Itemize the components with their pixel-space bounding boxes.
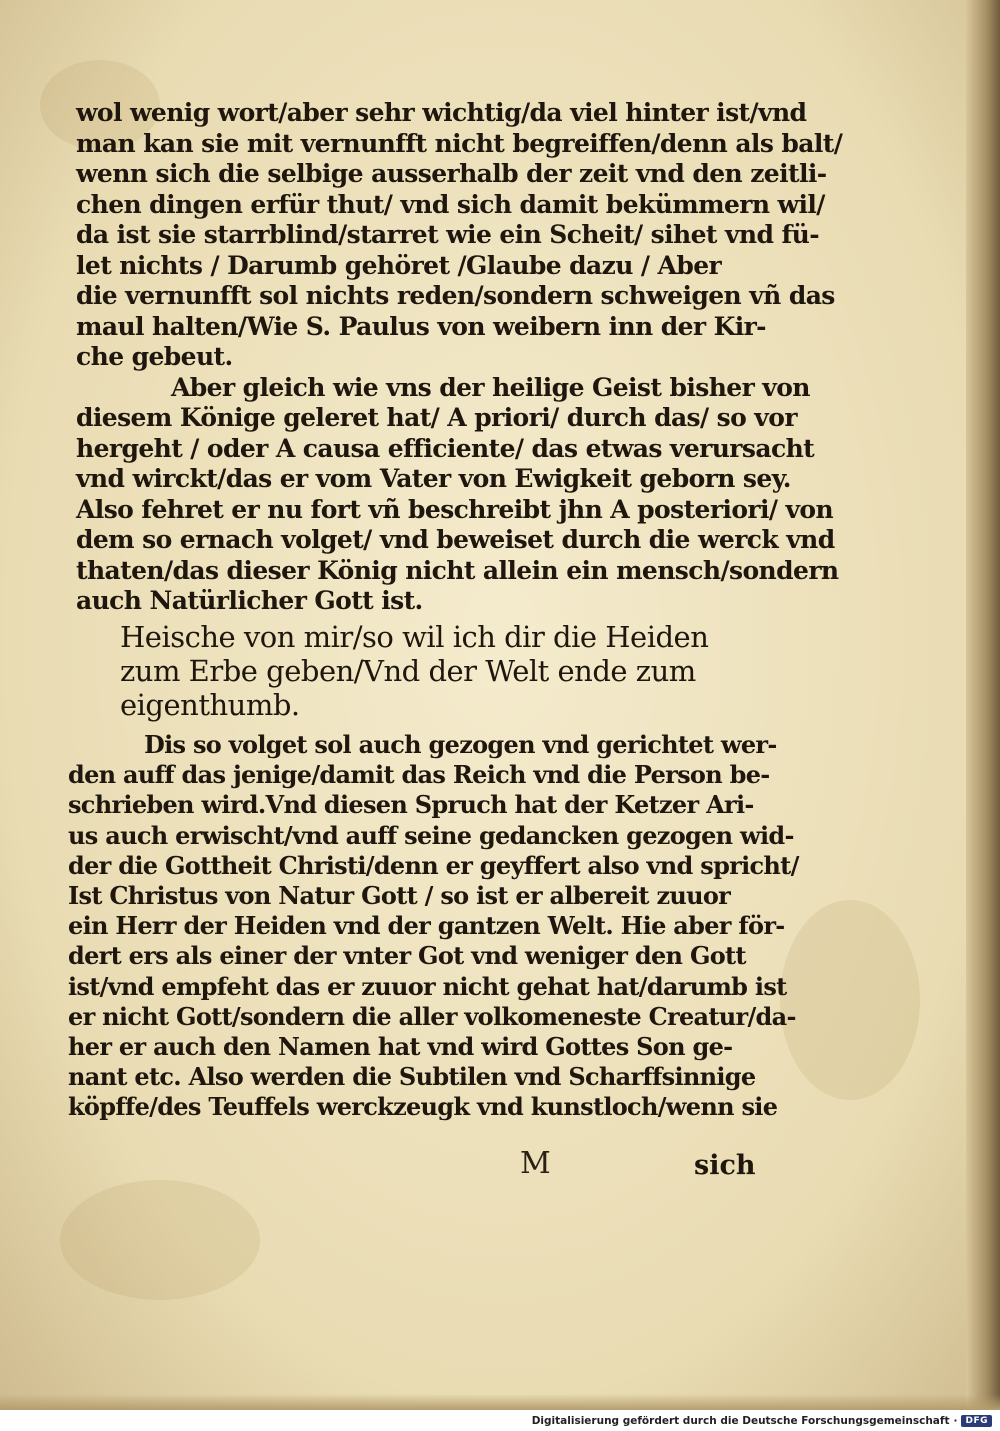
text-line: schrieben wird.Vnd diesen Spruch hat der Ketzer Ari- — [68, 790, 754, 820]
text-line: Ist Christus von Natur Gott / so ist er albereit zuuor — [68, 880, 731, 910]
text-line: den auff das jenige/damit das Reich vnd die Person be- — [68, 760, 770, 790]
body-text-top — [76, 98, 843, 617]
text-line: vnd wirckt/das er vom Vater von Ewigkeit geborn sey. — [76, 464, 791, 493]
catchword: sich — [694, 1150, 756, 1181]
text-line: dem so ernach volget/ vnd beweiset durch die werck vnd — [76, 525, 835, 554]
text-line: us auch erwischt/vnd auff seine gedancken gezogen wid- — [68, 820, 794, 850]
heading-line: zum Erbe geben/Vnd der Welt ende zum — [120, 654, 696, 688]
page-bottom-edge — [0, 1394, 1000, 1410]
text-line: chen dingen erfür thut/ vnd sich damit bekümmern wil/ — [76, 189, 825, 219]
text-line: thaten/das dieser König nicht allein ein mensch/sondern — [76, 555, 839, 585]
text-line: man kan sie mit vernunfft nicht begreiffen/denn als balt/ — [76, 128, 843, 158]
text-line: Dis so volget sol auch gezogen vnd gerichtet wer- — [144, 730, 777, 759]
text-line: wol wenig wort/aber sehr wichtig/da viel hinter ist/vnd — [76, 98, 807, 127]
text-line: auch Natürlicher Gott ist. — [76, 586, 423, 615]
dfg-logo: DFG — [961, 1415, 992, 1427]
paper-stain — [780, 900, 920, 1100]
text-line: der die Gottheit Christi/denn er geyffert also vnd spricht/ — [68, 850, 799, 880]
text-line: ein Herr der Heiden vnd der gantzen Welt. Hie aber för- — [68, 911, 785, 941]
credit-separator: · — [953, 1415, 958, 1427]
paper-stain — [60, 1180, 260, 1300]
text-line: che gebeut. — [76, 342, 233, 371]
credit-text: Digitalisierung gefördert durch die Deutsche Forschungsgemeinschaft — [531, 1415, 950, 1427]
text-line: her er auch den Namen hat vnd wird Gottes Son ge- — [68, 1031, 733, 1061]
digitization-credit — [532, 1413, 992, 1429]
text-line: diesem Könige geleret hat/ A priori/ durch das/ so vor — [76, 403, 797, 432]
body-text-bottom — [68, 730, 799, 1122]
text-line: maul halten/Wie S. Paulus von weibern inn der Kir- — [76, 311, 766, 341]
text-line: köpffe/des Teuffels werckzeugk vnd kunstloch/wenn sie — [68, 1092, 778, 1122]
text-line: er nicht Gott/sondern die aller volkomeneste Creatur/da- — [68, 1001, 796, 1031]
text-line: da ist sie starrblind/starret wie ein Scheit/ sihet vnd fü- — [76, 220, 819, 249]
text-line: Aber gleich wie vns der heilige Geist bisher von — [171, 372, 810, 402]
text-line: hergeht / oder A causa efficiente/ das etwas verursacht — [76, 433, 815, 463]
text-line: Also fehret er nu fort vñ beschreibt jhn A posteriori/ von — [76, 494, 834, 524]
text-line: ist/vnd empfeht das er zuuor nicht gehat hat/darumb ist — [68, 971, 787, 1001]
scripture-heading — [120, 620, 760, 722]
page-binding-edge — [966, 0, 1000, 1410]
text-line: wenn sich die selbige ausserhalb der zeit vnd den zeitli- — [76, 159, 827, 188]
text-line: let nichts / Darumb gehöret /Glaube dazu / Aber — [76, 250, 722, 280]
signature-mark: M — [520, 1146, 552, 1181]
heading-line: Heische von mir/so wil ich dir die Heiden — [120, 620, 709, 654]
text-line: die vernunfft sol nichts reden/sondern schweigen vñ das — [76, 281, 835, 310]
text-line: nant etc. Also werden die Subtilen vnd Scharffsinnige — [68, 1062, 756, 1092]
text-line: dert ers als einer der vnter Got vnd weniger den Gott — [68, 941, 746, 971]
heading-line: eigenthumb. — [120, 688, 300, 722]
